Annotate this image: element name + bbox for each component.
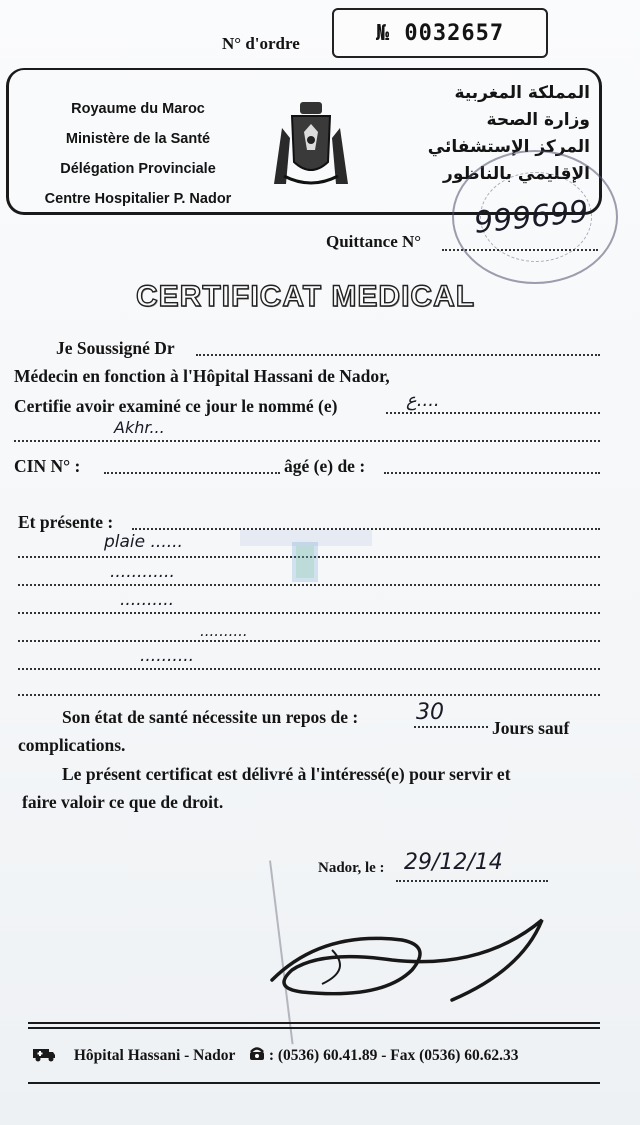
doctor-name-line <box>196 354 600 356</box>
rest-suffix: Jours sauf <box>492 718 570 738</box>
age-label: âgé (e) de : <box>284 456 366 476</box>
symptoms-line-4 <box>18 640 600 642</box>
symptoms-line-6 <box>18 694 600 696</box>
footer-hospital-name: Hôpital Hassani - Nador <box>73 1047 236 1064</box>
symptoms-handwriting-3: .......... <box>120 590 175 610</box>
footer-rule-top-2 <box>28 1027 600 1029</box>
symptoms-handwriting-1: plaie ...... <box>104 532 183 552</box>
letterhead-left <box>18 94 258 214</box>
symptoms-handwriting-2: ............ <box>110 562 175 582</box>
date-label: Nador, le : <box>318 860 385 876</box>
date-value: 29/12/14 <box>404 850 503 875</box>
rest-days-line <box>414 726 488 728</box>
delivery-statement: Le présent certificat est délivré à l'intéressé(e) pour servir et <box>62 764 511 784</box>
letterhead-line-hospital: Centre Hospitalier P. Nador <box>44 191 232 207</box>
letterhead-line-delegation: Délégation Provinciale <box>60 161 216 177</box>
letterhead-line-ministry: Ministère de la Santé <box>65 131 211 147</box>
date-line <box>396 880 548 882</box>
ambulance-icon <box>32 1046 56 1062</box>
symptoms-line-5 <box>18 668 600 670</box>
cin-line <box>104 472 280 474</box>
patient-name-handwriting-2: Akhr... <box>114 418 165 437</box>
rest-label: Son état de santé nécessite un repos de : <box>62 707 359 727</box>
patient-name-line <box>386 412 600 414</box>
doctor-signature <box>262 910 562 1020</box>
presente-label: Et présente : <box>18 512 114 532</box>
symptoms-line-3 <box>18 612 600 614</box>
medecin-line: Médecin en fonction à l'Hôpital Hassani de Nador, <box>14 366 390 386</box>
footer-rule-bottom <box>28 1082 600 1084</box>
letterhead-ar-center: المركز الإستشفائي <box>427 137 590 157</box>
patient-name-handwriting: ع.... <box>406 390 440 411</box>
symptoms-handwriting-5: .......... <box>140 646 195 666</box>
letterhead-ar-ministry: وزارة الصحة <box>486 110 590 130</box>
order-number-box: № 0032657 <box>332 8 548 58</box>
watermark-logo-icon <box>236 522 376 592</box>
soussigne-label: Je Soussigné Dr <box>56 338 175 358</box>
age-line <box>384 472 600 474</box>
right-statement: faire valoir ce que de droit. <box>22 792 224 812</box>
footer <box>32 1046 519 1065</box>
page-title: CERTIFICAT MEDICAL <box>136 280 476 313</box>
letterhead-ar-kingdom: المملكة المغربية <box>454 83 590 103</box>
complications-label: complications. <box>18 735 126 755</box>
receipt-dotted-line <box>442 249 598 251</box>
order-number-label: N° d'ordre <box>222 34 300 53</box>
rest-days-value: 30 <box>416 700 444 725</box>
royal-emblem-icon <box>270 98 352 190</box>
footer-rule-top <box>28 1022 600 1024</box>
phone-icon <box>249 1047 265 1061</box>
receipt-number: 999699 <box>472 194 591 241</box>
receipt-label: Quittance N° <box>326 232 422 251</box>
symptoms-handwriting-4: .......... <box>200 622 248 640</box>
patient-name-line-2 <box>14 440 600 442</box>
letterhead-line-kingdom: Royaume du Maroc <box>71 101 205 117</box>
footer-contact: : (0536) 60.41.89 - Fax (0536) 60.62.33 <box>268 1047 519 1064</box>
cin-label: CIN N° : <box>14 456 81 476</box>
letterhead-ar-province: الإقليمي بالناظور <box>443 164 590 184</box>
certifie-label: Certifie avoir examiné ce jour le nommé (e) <box>14 396 338 416</box>
